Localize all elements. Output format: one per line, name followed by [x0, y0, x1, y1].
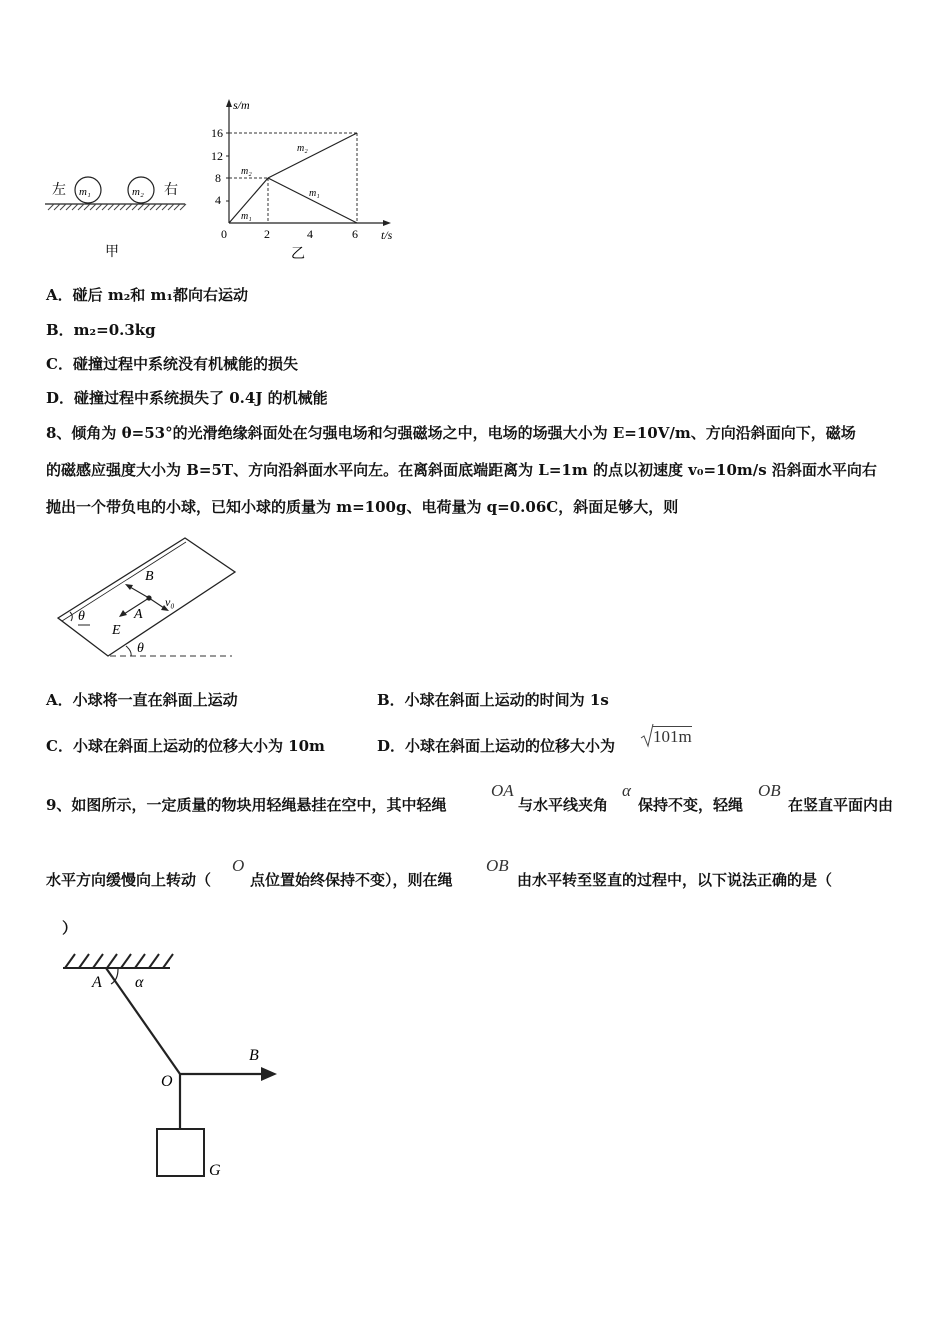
- label-v0: v₀: [165, 595, 175, 609]
- line-m2-after: [268, 133, 357, 178]
- q9-text-2: 与水平线夹角: [518, 796, 609, 814]
- q9-text-8: ）: [62, 919, 78, 937]
- rope-OB-arrow: [261, 1067, 277, 1081]
- q9-math-OB-2: OB: [486, 856, 509, 875]
- ground-hatch: [48, 204, 186, 210]
- label-O: O: [161, 1073, 173, 1090]
- q8-stem-line3: 抛出一个带负电的小球，已知小球的质量为 m=100g、电荷量为 q=0.06C，斜面足够大，则: [46, 498, 679, 516]
- line-m1-after-label: m₁: [309, 188, 320, 199]
- arrow-v0: [149, 598, 164, 608]
- q9-text-1: 9、如图所示，一定质量的物块用轻绳悬挂在空中，其中轻绳: [46, 796, 447, 814]
- q9-stem-line1: [46, 795, 446, 815]
- line-m1-before-label: m₁: [241, 211, 252, 222]
- q8-option-d: [377, 736, 615, 756]
- x-tick-6: 6: [352, 227, 358, 241]
- q8-option-a: A．小球将一直在斜面上运动: [46, 691, 238, 709]
- q9-math-O: O: [232, 856, 245, 875]
- block-G: [157, 1129, 204, 1176]
- q9-text-5: 水平方向缓慢向上转动（: [46, 871, 212, 889]
- q7-option-a: A．碰后 m₂和 m₁都向右运动: [46, 286, 248, 304]
- q9-math-alpha: α: [622, 781, 631, 800]
- theta-arc-left: [70, 612, 72, 621]
- fig7-jia: [40, 170, 190, 265]
- q8-option-d-text: D．小球在斜面上运动的位移大小为: [377, 737, 616, 755]
- q8-stem-line2: 的磁感应强度大小为 B=5T、方向沿斜面水平向左。在离斜面底端距离为 L=1m 的点以初速度 v₀=10m/s 沿斜面水平向右: [46, 461, 877, 479]
- theta-left-label: θ: [78, 609, 85, 624]
- q9-math-OB: OB: [758, 781, 781, 800]
- fig-jia-caption: 甲: [105, 245, 119, 260]
- line-m2-after-label: m₂: [297, 143, 308, 154]
- arrow-B-head: [125, 584, 133, 590]
- theta-bottom-label: θ: [137, 641, 144, 656]
- x-tick-4: 4: [307, 227, 313, 241]
- x-axis-arrow: [383, 220, 391, 226]
- q9-text-3: 保持不变，轻绳: [638, 796, 744, 814]
- fig7-yi: [205, 95, 410, 265]
- arrow-B: [130, 587, 149, 598]
- label-B: B: [145, 569, 154, 584]
- ball-m1-label: m₁: [79, 186, 91, 198]
- label-alpha: α: [135, 974, 144, 991]
- q7-option-b: B．m₂=0.3kg: [46, 321, 156, 339]
- q9-text-4: 在竖直平面内由: [788, 796, 894, 814]
- q7-option-d: D．碰撞过程中系统损失了 0.4J 的机械能: [46, 389, 328, 407]
- q8-option-b: B．小球在斜面上运动的时间为 1s: [377, 691, 609, 709]
- q8-option-c: C．小球在斜面上运动的位移大小为 10m: [46, 737, 325, 755]
- sqrt-sign-icon: [640, 722, 654, 748]
- fig9-suspension: [55, 950, 295, 1185]
- q9-text-6: 点位置始终保持不变），则在绳: [250, 871, 453, 889]
- label-G: G: [209, 1162, 221, 1179]
- left-label: 左: [52, 183, 66, 198]
- ball-m2-label: m₂: [132, 186, 144, 198]
- line-m1-after: [268, 178, 357, 223]
- y-tick-8: 8: [215, 171, 221, 185]
- label-E: E: [112, 623, 121, 638]
- q7-option-c: C．碰撞过程中系统没有机械能的损失: [46, 355, 298, 373]
- fig8-incline: [52, 530, 242, 665]
- q9-math-OA: OA: [491, 781, 514, 800]
- label-A: A: [134, 607, 143, 622]
- theta-arc-bottom: [126, 646, 131, 656]
- x-axis-label: t/s: [381, 228, 393, 242]
- y-axis-label: s/m: [233, 98, 250, 112]
- y-tick-12: 12: [211, 149, 223, 163]
- x-tick-2: 2: [264, 227, 270, 241]
- q9-text-7: 由水平转至竖直的过程中，以下说法正确的是（: [517, 871, 833, 889]
- y-tick-4: 4: [215, 193, 221, 207]
- right-label: 右: [164, 183, 178, 198]
- q8-stem-line1: 8、倾角为 θ=53°的光滑绝缘斜面处在匀强电场和匀强磁场之中，电场的场强大小为 E=10V/m、方向沿斜面向下，磁场: [46, 424, 856, 442]
- y-tick-16: 16: [211, 126, 223, 140]
- ceiling-hatch: [65, 954, 173, 968]
- x-tick-0: 0: [221, 227, 227, 241]
- label-B: B: [249, 1047, 259, 1064]
- line-m2-before-label: m₂: [241, 166, 252, 177]
- y-axis-arrow: [226, 99, 232, 107]
- sqrt-radicand: 101m: [653, 727, 692, 746]
- label-A: A: [92, 974, 102, 991]
- fig-yi-caption: 乙: [291, 247, 305, 262]
